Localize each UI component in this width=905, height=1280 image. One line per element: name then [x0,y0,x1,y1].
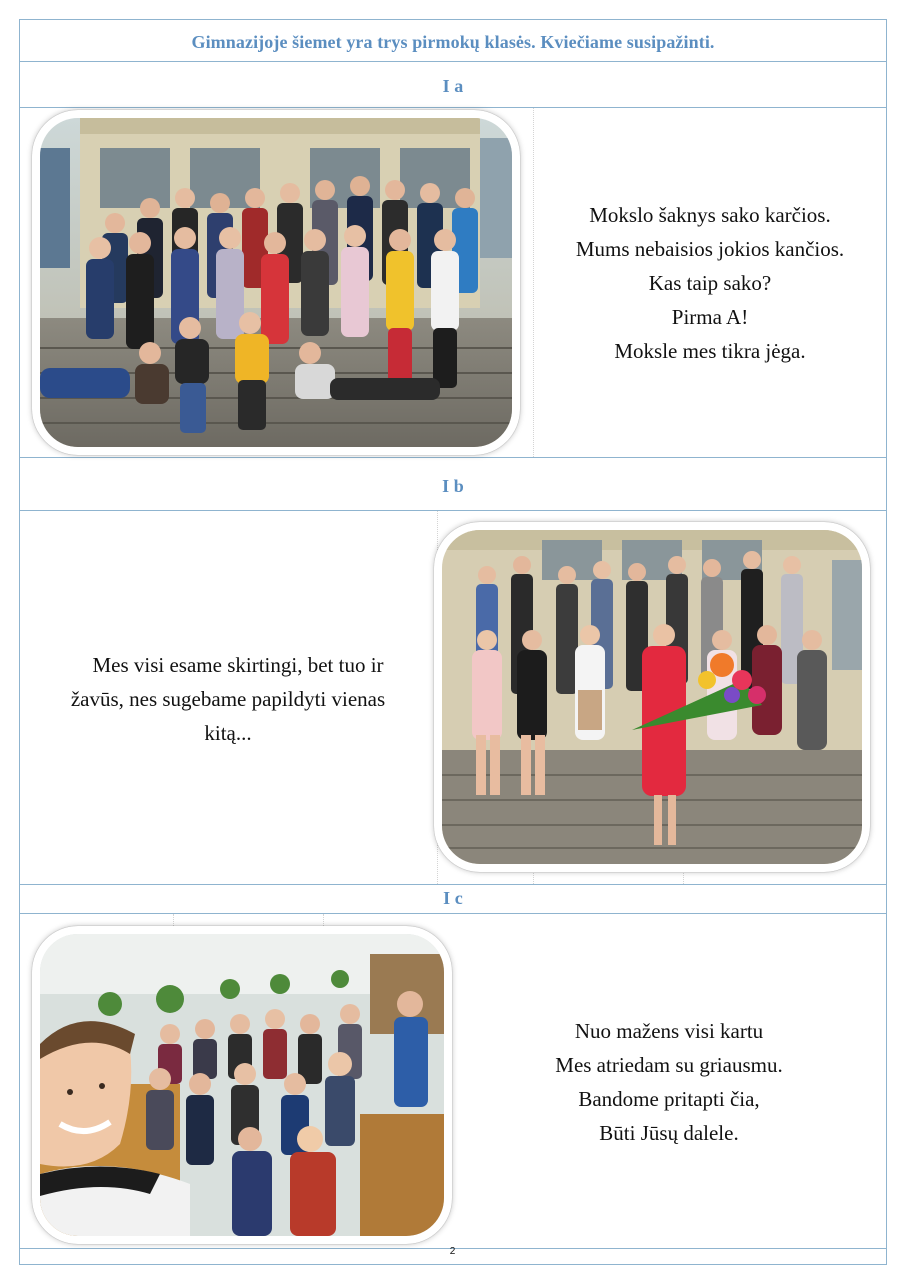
poem-line: Moksle mes tikra jėga. [614,339,806,363]
poem-line: Mokslo šaknys sako karčios. [589,203,831,227]
section-title-ib: I b [442,476,464,496]
cell-divider [683,870,684,884]
table-rule [19,510,887,511]
poem-line: Nuo mažens visi kartu [574,1019,764,1043]
class-photo-ia [40,118,512,447]
paragraph-ib [20,648,436,750]
group-photo-ia-icon [40,118,512,447]
table-rule [19,61,887,62]
paragraph-line: kitą... [204,721,252,745]
table-rule [19,107,887,108]
poem-line: Mes atriedam su griausmu. [555,1053,783,1077]
page-heading: Gimnazijoje šiemet yra trys pirmokų klasės. Kviečiame susipažinti. [191,32,715,52]
poem-ia [534,198,886,368]
section-title-ic: I c [443,888,463,908]
class-photo-frame-ib [434,522,870,872]
poem-line: Būti Jūsų dalele. [599,1121,739,1145]
page-number: 2 [449,1246,456,1257]
cell-divider [533,870,534,884]
paragraph-line: žavūs, nes sugebame papildyti vienas [70,687,386,711]
table-border-top [19,19,887,20]
group-photo-ib-icon [442,530,862,864]
paragraph-line: Mes visi esame skirtingi, bet tuo ir [92,653,384,677]
poem-line: Kas taip sako? [648,271,772,295]
class-photo-ib [442,530,862,864]
poem-line: Bandome pritapti čia, [578,1087,760,1111]
table-rule [19,884,887,885]
class-photo-ic [40,934,444,1236]
table-border-left [19,19,20,1264]
poem-line: Pirma A! [671,305,749,329]
group-photo-ic-icon [40,934,444,1236]
table-rule [19,457,887,458]
section-title-ia: I a [442,76,464,96]
class-photo-frame-ic [32,926,452,1244]
class-photo-frame-ia [32,110,520,455]
poem-ic [452,1014,886,1150]
table-rule [19,913,887,914]
table-border-bottom [19,1264,887,1265]
table-border-right [886,19,887,1264]
poem-line: Mums nebaisios jokios kančios. [575,237,845,261]
